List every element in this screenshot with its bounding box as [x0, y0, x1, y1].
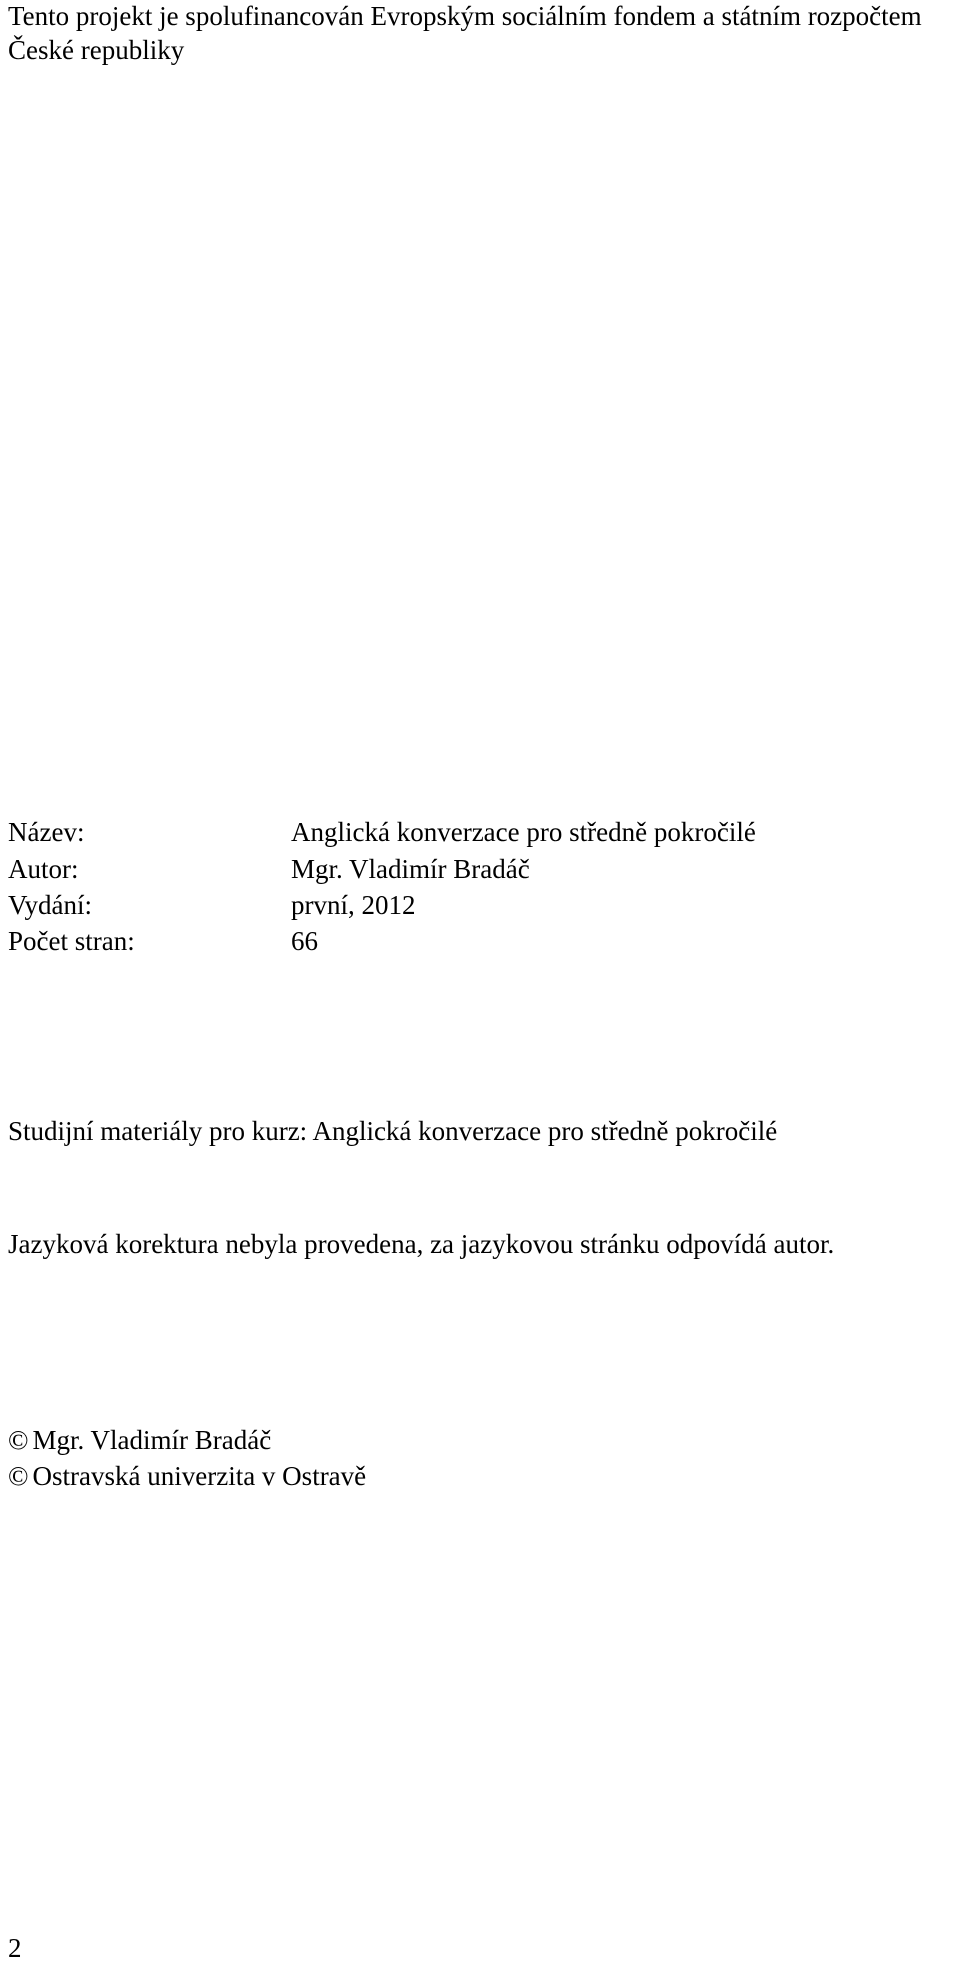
copyright-symbol: ©: [8, 1425, 29, 1455]
study-materials-note: Studijní materiály pro kurz: Anglická konverzace pro středně pokročilé: [8, 1116, 778, 1146]
funding-note: Tento projekt je spolufinancován Evropským sociálním fondem a státním rozpočtem České republiky: [8, 1, 922, 65]
copyright-university: Ostravská univerzita v Ostravě: [32, 1461, 367, 1491]
title-label: Název:: [8, 817, 85, 847]
copyright-author-line: [8, 1422, 271, 1458]
copyright-author: Mgr. Vladimír Bradáč: [32, 1425, 272, 1455]
author-value: Mgr. Vladimír Bradáč: [291, 854, 530, 884]
copyright-university-line: [8, 1458, 366, 1494]
page-count-value: 66: [291, 926, 318, 956]
edition-label: Vydání:: [8, 890, 92, 920]
language-note: Jazyková korektura nebyla provedena, za jazykovou stránku odpovídá autor.: [8, 1229, 835, 1259]
edition-value: první, 2012: [291, 890, 416, 920]
page-number: 2: [8, 1933, 22, 1963]
title-value: Anglická konverzace pro středně pokročilé: [291, 817, 756, 847]
page-count-label: Počet stran:: [8, 926, 135, 956]
author-label: Autor:: [8, 854, 79, 884]
copyright-symbol: ©: [8, 1461, 29, 1491]
